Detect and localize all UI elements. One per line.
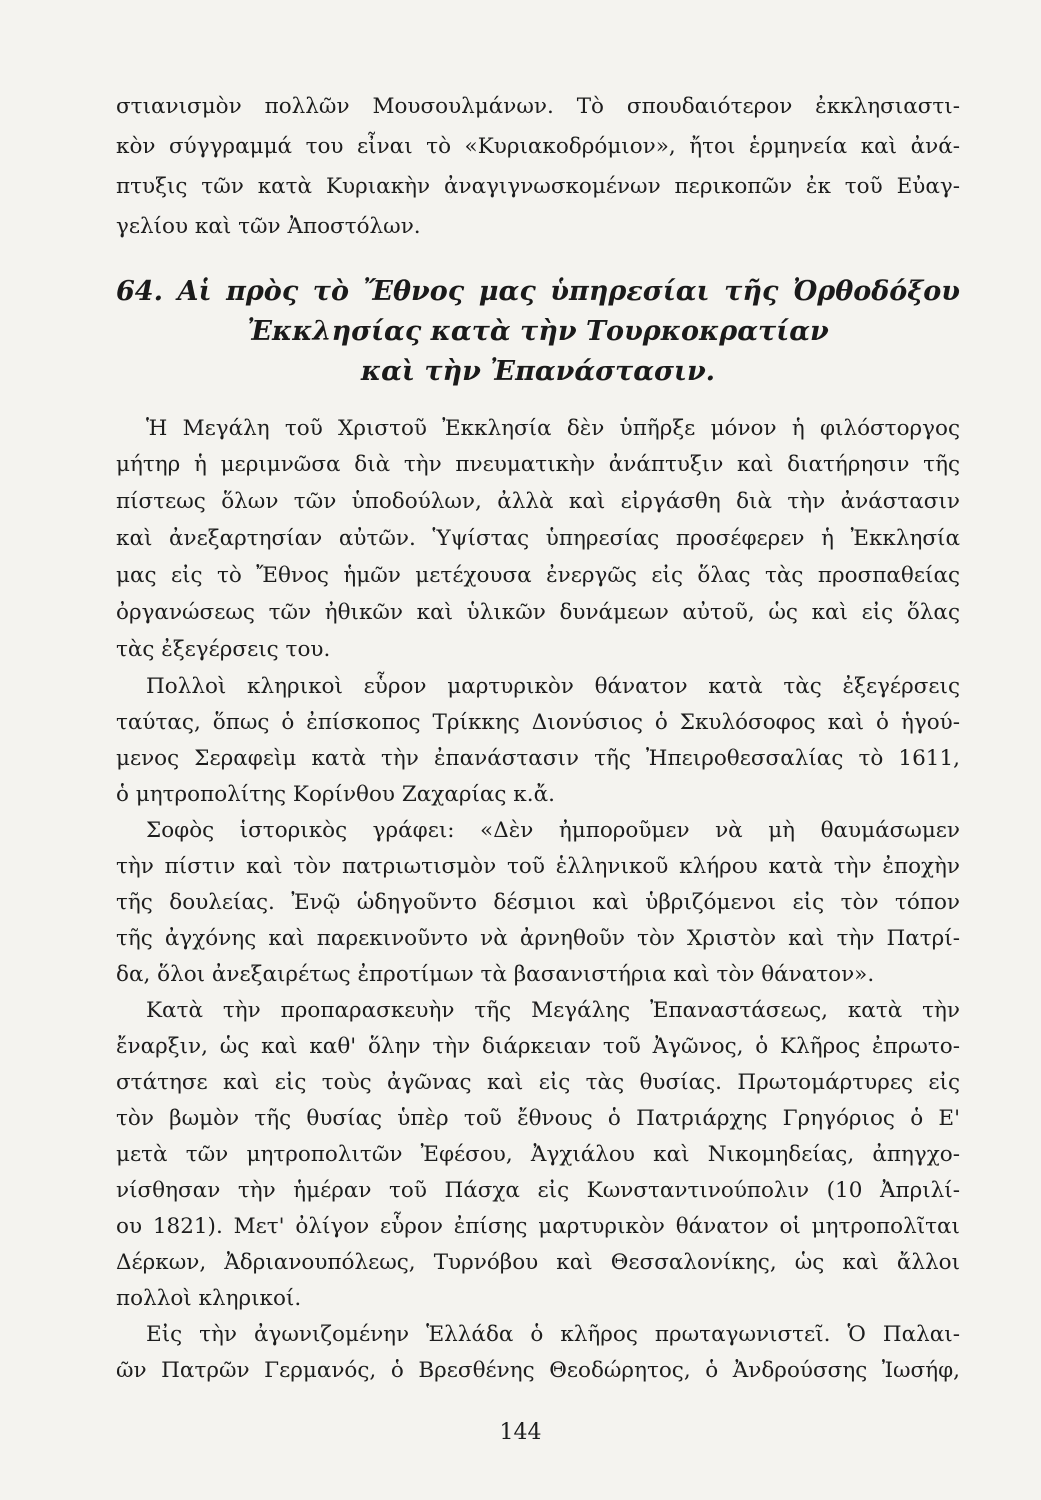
section-heading-line-3: καὶ τὴν Ἐπανάστασιν. — [360, 356, 716, 387]
text-line: πτυξις τῶν κατὰ Κυριακὴν ἀναγιγνωσκομένων περικοπῶν ἐκ τοῦ Εὐαγ- — [116, 174, 960, 199]
text-line: τὴν πίστιν καὶ τὸν πατριωτισμὸν τοῦ ἑλληνικοῦ κλήρου κατὰ τὴν ἐποχὴν — [116, 854, 960, 879]
text-line: ου 1821). Μετ' ὀλίγον εὗρον ἐπίσης μαρτυρικὸν θάνατον οἱ μητροπολῖται — [116, 1214, 960, 1239]
text-line: τῆς δουλείας. Ἐνῷ ὡδηγοῦντο δέσμιοι καὶ ὑβριζόμενοι εἰς τὸν τόπον — [116, 890, 960, 915]
text-line: Πολλοὶ κληρικοὶ εὗρον μαρτυρικὸν θάνατον κατὰ τὰς ἐξεγέρσεις — [146, 674, 960, 699]
text-line: Κατὰ τὴν προπαρασκευὴν τῆς Μεγάλης Ἐπαναστάσεως, κατὰ τὴν — [146, 998, 960, 1023]
text-line: Ἡ Μεγάλη τοῦ Χριστοῦ Ἐκκλησία δὲν ὑπῆρξε μόνον ἡ φιλόστοργος — [146, 416, 960, 441]
text-line: καὶ ἀνεξαρτησίαν αὐτῶν. Ὑψίστας ὑπηρεσίας προσέφερεν ἡ Ἐκκλησία — [116, 526, 960, 551]
text-line: ἔναρξιν, ὡς καὶ καθ' ὅλην τὴν διάρκειαν τοῦ Ἀγῶνος, ὁ Κλῆρος ἐπρωτο- — [116, 1034, 960, 1059]
text-line: ταύτας, ὅπως ὁ ἐπίσκοπος Τρίκκης Διονύσιος ὁ Σκυλόσοφος καὶ ὁ ἡγού- — [116, 710, 960, 735]
text-line: μενος Σεραφεὶμ κατὰ τὴν ἐπανάστασιν τῆς Ἠπειροθεσσαλίας τὸ 1611, — [116, 746, 960, 771]
text-line: πολλοὶ κληρικοί. — [116, 1286, 302, 1311]
section-title-part-1: Αἱ πρὸς τὸ Ἔθνος μας ὑπηρεσίαι τῆς Ὀρθοδόξου — [177, 276, 960, 307]
text-line: κὸν σύγγραμμά του εἶναι τὸ «Κυριακοδρόμιον», ἤτοι ἑρμηνεία καὶ ἀνά- — [116, 134, 960, 159]
text-line: γελίου καὶ τῶν Ἀποστόλων. — [116, 214, 421, 239]
text-line: στιανισμὸν πολλῶν Μουσουλμάνων. Τὸ σπουδαιότερον ἐκκλησιαστι- — [116, 94, 960, 119]
text-line: μας εἰς τὸ Ἔθνος ἡμῶν μετέχουσα ἐνεργῶς εἰς ὅλας τὰς προσπαθείας — [116, 563, 960, 588]
section-heading-line-2: Ἐκκλησίας κατὰ τὴν Τουρκοκρατίαν — [247, 316, 829, 347]
text-line: Εἰς τὴν ἀγωνιζομένην Ἑλλάδα ὁ κλῆρος πρωταγωνιστεῖ. Ὁ Παλαι- — [146, 1322, 960, 1347]
text-line: δα, ὅλοι ἀνεξαιρέτως ἐπροτίμων τὰ βασανιστήρια καὶ τὸν θάνατον». — [116, 962, 875, 987]
text-line: ὀργανώσεως τῶν ἠθικῶν καὶ ὑλικῶν δυνάμεων αὐτοῦ, ὡς καὶ εἰς ὅλας — [116, 600, 960, 625]
text-line: μήτηρ ἡ μεριμνῶσα διὰ τὴν πνευματικὴν ἀνάπτυξιν καὶ διατήρησιν τῆς — [116, 452, 960, 477]
text-line: Δέρκων, Ἀδριανουπόλεως, Τυρνόβου καὶ Θεσσαλονίκης, ὡς καὶ ἄλλοι — [116, 1250, 960, 1275]
text-line: νίσθησαν τὴν ἡμέραν τοῦ Πάσχα εἰς Κωνσταντινούπολιν (10 Ἀπριλί- — [116, 1178, 960, 1203]
text-line: ῶν Πατρῶν Γερμανός, ὁ Βρεσθένης Θεοδώρητος, ὁ Ἀνδρούσσης Ἰωσήφ, — [116, 1358, 960, 1383]
section-heading-line-1 — [116, 278, 960, 305]
text-line: στάτησε καὶ εἰς τοὺς ἀγῶνας καὶ εἰς τὰς θυσίας. Πρωτομάρτυρες εἰς — [116, 1070, 960, 1095]
section-number: 64. — [116, 276, 163, 307]
text-line: ὁ μητροπολίτης Κορίνθου Ζαχαρίας κ.ἄ. — [116, 782, 555, 807]
text-line: τῆς ἀγχόνης καὶ παρεκινοῦντο νὰ ἀρνηθοῦν τὸν Χριστὸν καὶ τὴν Πατρί- — [116, 926, 960, 951]
page-number: 144 — [499, 1420, 542, 1445]
text-line: πίστεως ὅλων τῶν ὑποδούλων, ἀλλὰ καὶ εἰργάσθη διὰ τὴν ἀνάστασιν — [116, 489, 960, 514]
text-line: μετὰ τῶν μητροπολιτῶν Ἐφέσου, Ἀγχιάλου καὶ Νικομηδείας, ἀπηγχο- — [116, 1142, 960, 1167]
text-line: τὸν βωμὸν τῆς θυσίας ὑπὲρ τοῦ ἔθνους ὁ Πατριάρχης Γρηγόριος ὁ Ε' — [116, 1106, 960, 1131]
text-line: Σοφὸς ἱστορικὸς γράφει: «Δὲν ἠμποροῦμεν νὰ μὴ θαυμάσωμεν — [146, 818, 960, 843]
text-line: τὰς ἐξεγέρσεις του. — [116, 637, 331, 662]
